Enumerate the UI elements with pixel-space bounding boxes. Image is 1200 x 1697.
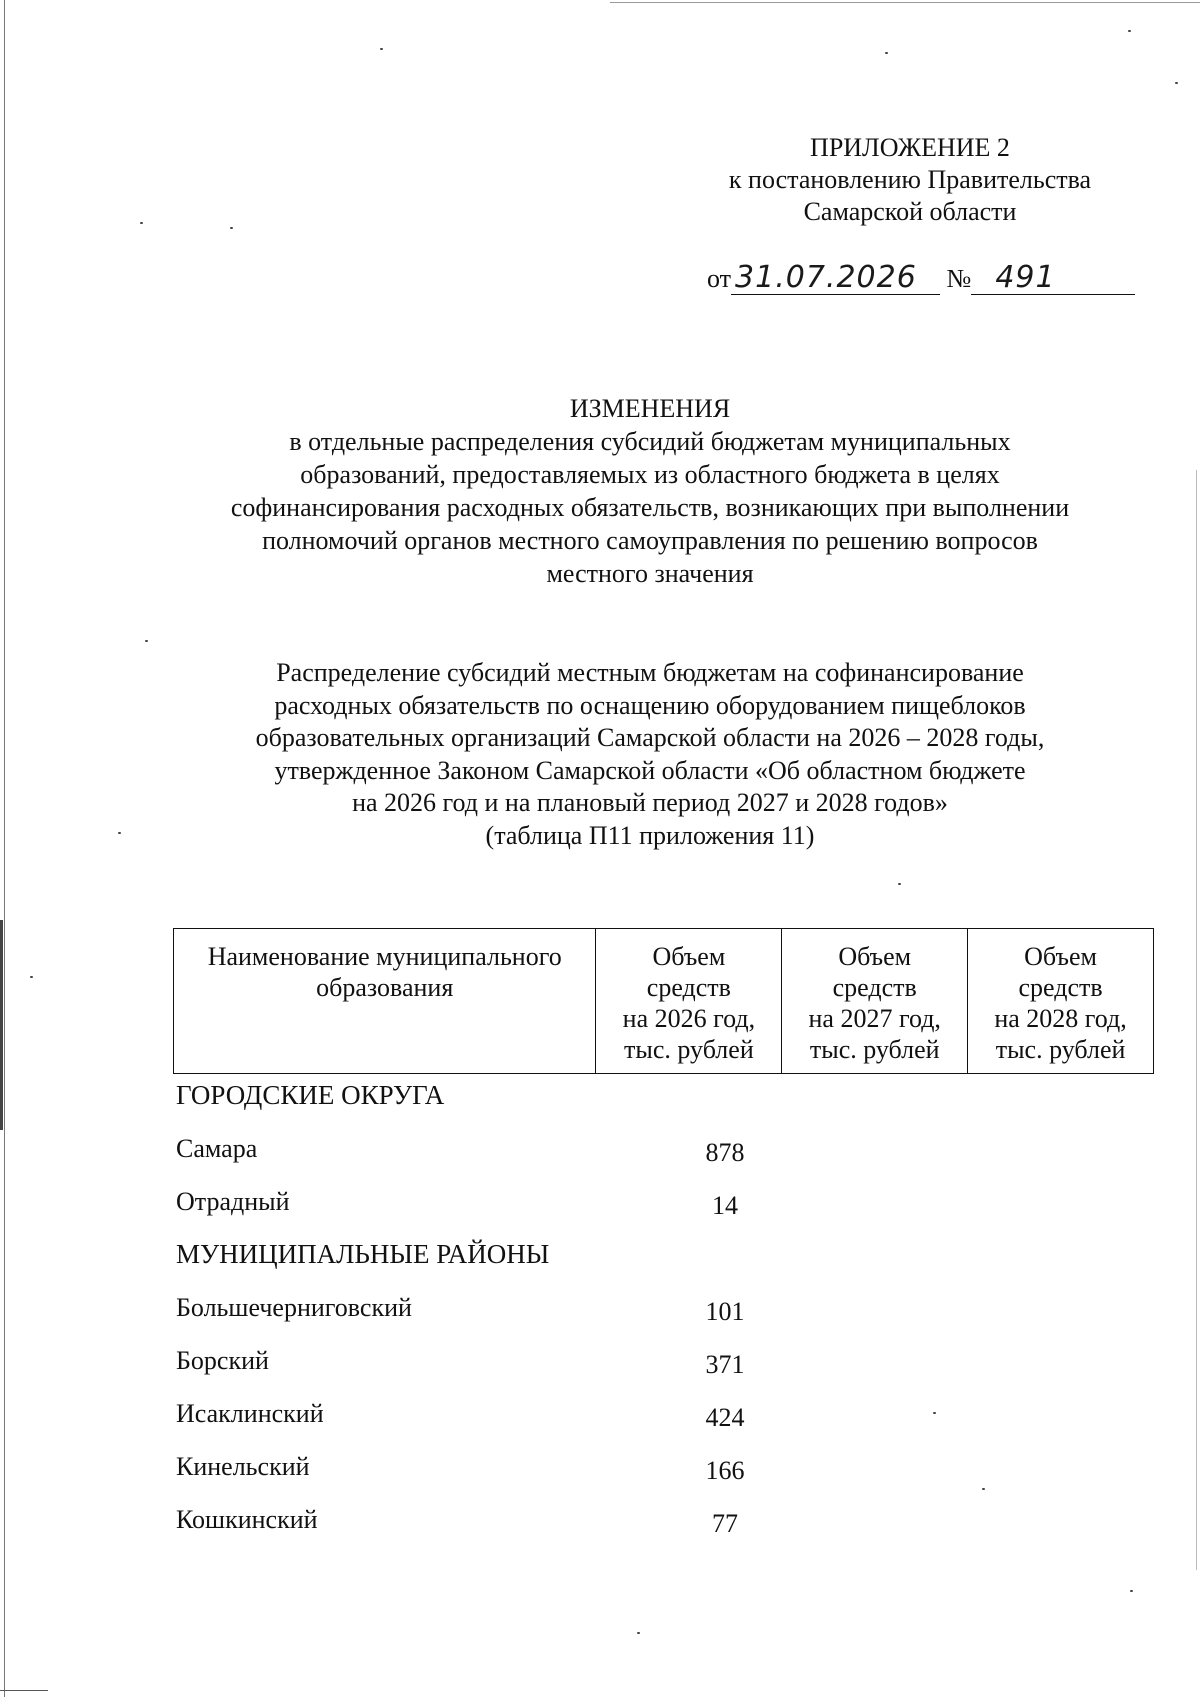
scan-speck (898, 883, 901, 885)
scan-speck (1128, 30, 1131, 32)
header-text: тыс. рублей (624, 1035, 754, 1064)
table-row (176, 1292, 1156, 1345)
number-prefix: № (946, 264, 972, 293)
title-line: образований, предоставляемых из областного бюджета в целях (300, 460, 1000, 489)
column-header-2028 (968, 929, 1154, 1074)
column-header-2027 (782, 929, 968, 1074)
subtitle-line: образовательных организаций Самарской области на 2026 – 2028 годы, (255, 723, 1045, 752)
municipality-name: Кинельский (176, 1452, 310, 1481)
municipality-name: Самара (176, 1134, 258, 1163)
title-heading: ИЗМЕНЕНИЯ (569, 394, 731, 423)
table-row (176, 1345, 1156, 1398)
municipality-name: Отрадный (176, 1187, 290, 1216)
header-text: Объем (1024, 942, 1097, 971)
value-2026: 424 (705, 1403, 745, 1432)
municipality-name: Борский (176, 1346, 269, 1375)
scan-edge-top (610, 2, 1200, 3)
appendix-title: ПРИЛОЖЕНИЕ 2 (810, 133, 1010, 162)
appendix-line-2: к постановлению Правительства (728, 165, 1092, 194)
scan-speck (1130, 1590, 1133, 1592)
title-line: полномочий органов местного самоуправления по решению вопросов (262, 526, 1038, 555)
handwritten-number: 491 (971, 262, 1135, 295)
value-2026: 77 (712, 1509, 738, 1538)
table-row (176, 1451, 1156, 1504)
header-text: на 2028 год, (994, 1004, 1127, 1033)
appendix-header (690, 132, 1130, 228)
header-text: образования (316, 973, 454, 1002)
value-2026: 166 (705, 1456, 745, 1485)
scan-edge-left (4, 0, 5, 1697)
scan-speck (885, 52, 888, 54)
subsidy-table-body (176, 1080, 1156, 1557)
header-text: тыс. рублей (809, 1035, 940, 1064)
table-row (176, 1504, 1156, 1557)
header-text: средств (832, 973, 917, 1002)
header-text: средств (1018, 973, 1103, 1002)
scan-speck (1175, 82, 1178, 84)
value-2026: 371 (705, 1350, 745, 1379)
section-label: ГОРОДСКИЕ ОКРУГА (176, 1080, 445, 1110)
document-title (150, 392, 1150, 590)
value-2026: 101 (705, 1297, 745, 1326)
subtitle-line: (таблица П11 приложения 11) (485, 820, 815, 850)
subtitle-line: Распределение субсидий местным бюджетам на софинансирование (276, 658, 1024, 687)
scan-speck (30, 976, 33, 978)
table-header-row (174, 929, 1154, 1074)
header-text: на 2026 год, (622, 1004, 756, 1033)
scan-edge-right (1196, 470, 1197, 1570)
title-line: в отдельные распределения субсидий бюджетам муниципальных (289, 427, 1011, 456)
subtitle-line: расходных обязательств по оснащению оборудованием пищеблоков (274, 690, 1026, 720)
header-text: тыс. рублей (995, 1035, 1126, 1064)
value-2026: 878 (705, 1138, 745, 1167)
scan-speck (230, 227, 233, 229)
municipality-name: Кошкинский (176, 1505, 318, 1534)
subsidy-table-header (173, 928, 1154, 1074)
table-row (176, 1133, 1156, 1186)
distribution-title (150, 657, 1150, 852)
handwritten-date: 31.07.2026 (731, 262, 940, 295)
scan-speck (140, 222, 143, 224)
column-header-2026 (596, 929, 782, 1074)
header-text: Наименование муниципального (207, 942, 562, 971)
column-header-name (174, 929, 596, 1074)
table-row-section (176, 1239, 1156, 1292)
title-line: местного значения (546, 559, 754, 588)
document-reference (707, 262, 1135, 295)
municipality-name: Большечерниговский (176, 1293, 412, 1322)
title-line: софинансирования расходных обязательств, возникающих при выполнении (230, 493, 1070, 522)
appendix-line-3: Самарской области (803, 197, 1017, 226)
scan-edge-bottom (0, 1690, 48, 1691)
section-label: МУНИЦИПАЛЬНЫЕ РАЙОНЫ (176, 1239, 550, 1269)
municipality-name: Исаклинский (176, 1399, 324, 1428)
scan-speck (145, 640, 148, 642)
header-text: средств (646, 973, 731, 1002)
scan-speck (380, 48, 383, 50)
table-row-section (176, 1080, 1156, 1133)
scan-speck (118, 832, 121, 834)
subtitle-line: на 2026 год и на плановый период 2027 и 2028 годов» (352, 788, 948, 817)
header-text: на 2027 год, (808, 1004, 941, 1033)
date-prefix: от (707, 264, 732, 293)
subtitle-line: утвержденное Законом Самарской области «Об областном бюджете (274, 755, 1026, 785)
scan-edge-mark (0, 920, 3, 1130)
scan-speck (637, 1632, 640, 1634)
header-text: Объем (838, 942, 912, 971)
table-row (176, 1398, 1156, 1451)
header-text: Объем (652, 942, 726, 971)
value-2026: 14 (712, 1191, 738, 1220)
table-row (176, 1186, 1156, 1239)
